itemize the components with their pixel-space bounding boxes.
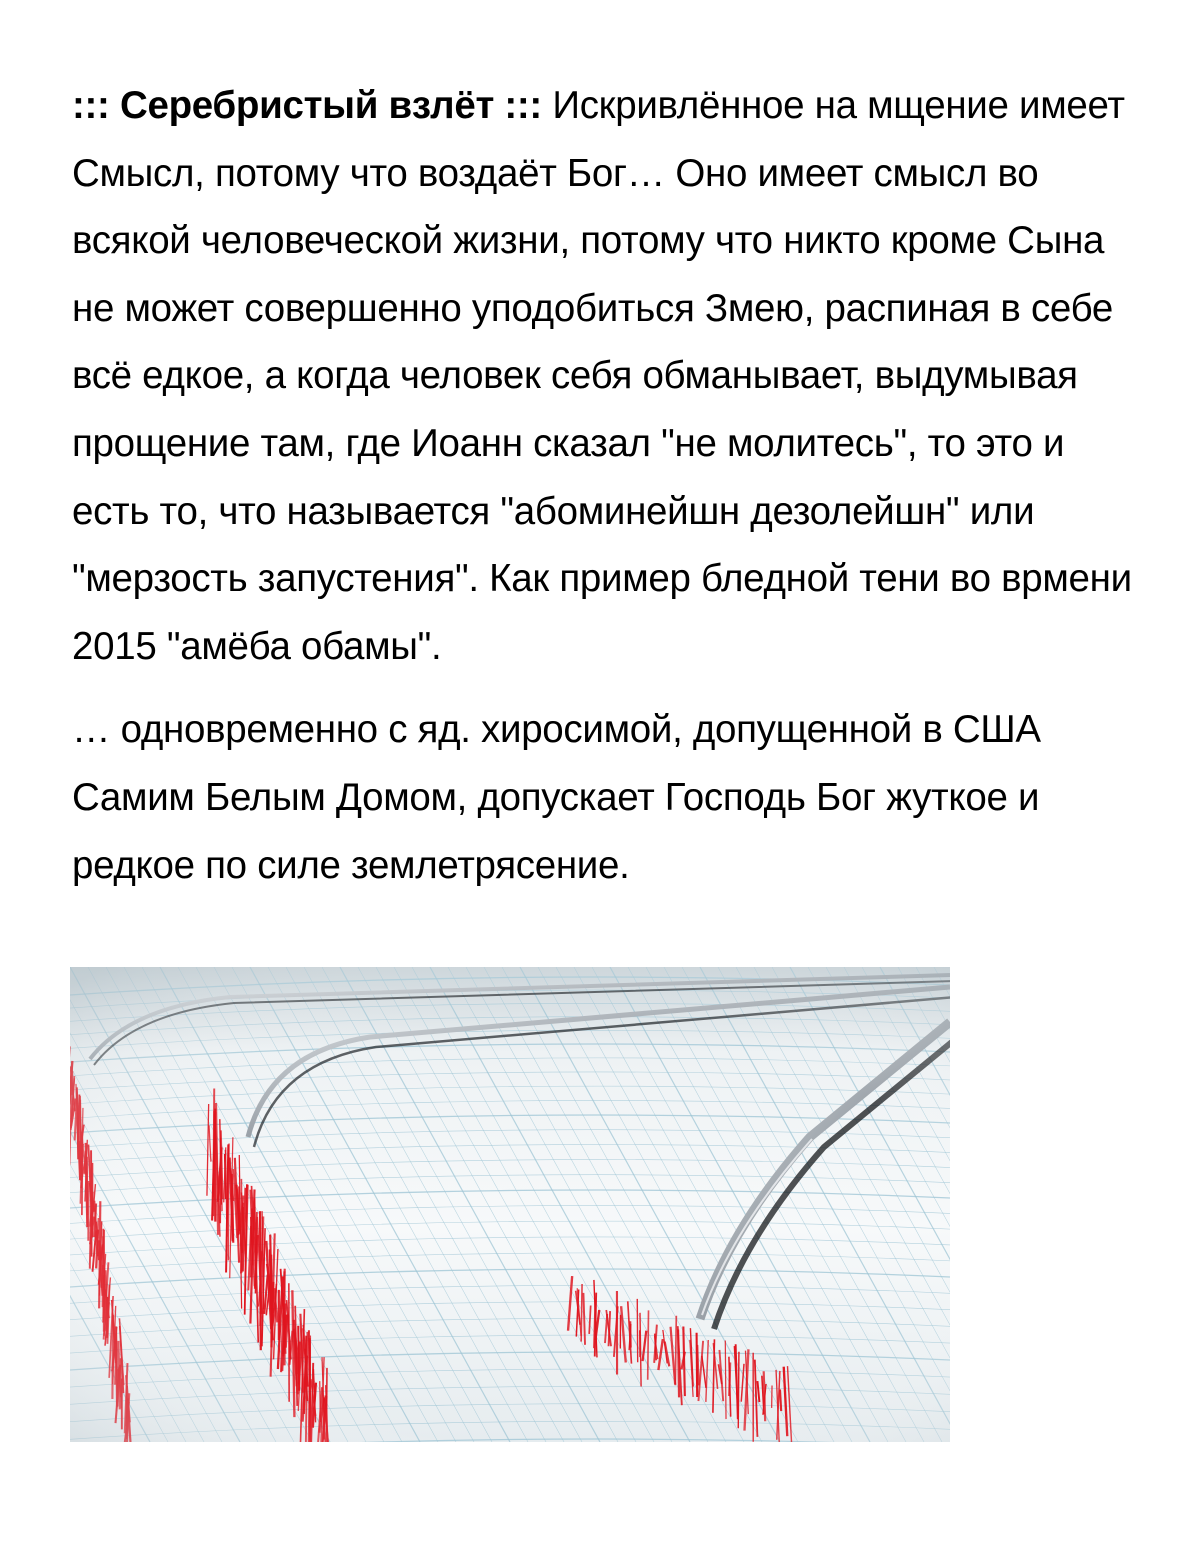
paragraph-1 [72, 72, 1147, 680]
paragraph-1-body: Искривлённое на мщение имеет Смысл, потому что воздаёт Бог… Оно имеет смысл во всякой человеческой жизни, потому что никто кроме Сына не может совершенно уподобиться Змею, распиная в себе всё едкое, а когда человек себя обманывает, выдумывая прощение там, где Иоанн сказал "не молитесь", то это и есть то, что называется "абоминейшн дезолейшн" или "мерзость запустения". Как пример бледной тени во врмени 2015 "амёба обамы". [72, 84, 1132, 668]
article-text [72, 72, 1147, 899]
seismograph-photo [70, 967, 950, 1442]
heading-lead: ::: Серебристый взлёт ::: [72, 84, 542, 127]
paragraph-2: … одновременно с яд. хиросимой, допущенной в США Самим Белым Домом, допускает Господь Бог жуткое и редкое по силе землетрясение. [72, 708, 1041, 887]
photo-vignette [70, 967, 950, 1442]
